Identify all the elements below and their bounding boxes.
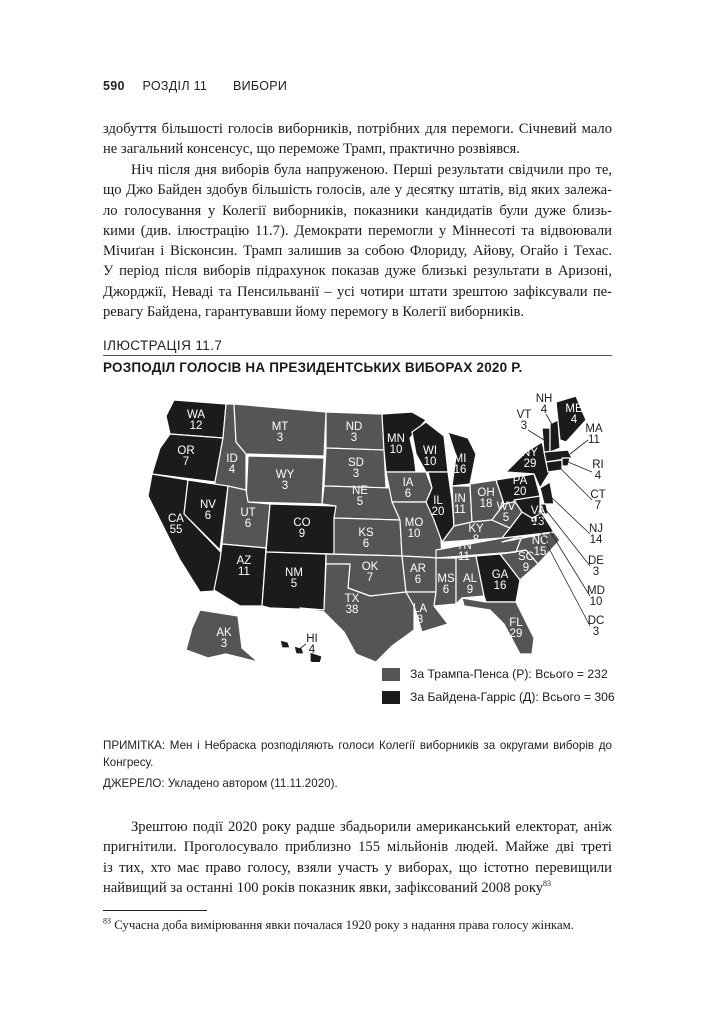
paragraph-line-text: найвищий за останні 100 років показник явки, зафіксований 2008 року <box>103 879 543 896</box>
paragraph-line: що Джо Байден здобув більшість голосів, але у десятку штатів, від яких залежа- <box>103 182 612 199</box>
state-label-wa: WA 12 <box>186 409 206 432</box>
state-label-nc: NC 15 <box>531 535 549 558</box>
state-label-ne: NE 5 <box>352 485 368 508</box>
state-label-fl: FL 29 <box>509 617 523 640</box>
legend-trump <box>382 667 608 681</box>
paragraph-line: Ніч після дня виборів була напруженою. Перші результати свідчили про те, <box>131 162 612 178</box>
state-label-wv: WV 5 <box>496 501 516 524</box>
paragraph-line: не загальний консенсус, що переможе Трамп, практично розвіявся. <box>103 141 520 158</box>
state-fl <box>462 598 534 654</box>
legend-swatch-biden <box>382 691 400 704</box>
state-label-ut: UT 6 <box>240 507 256 530</box>
state-label-ar: AR 6 <box>410 563 426 586</box>
legend-text-biden: За Байдена-Гарріс (Д): Всього = 306 <box>410 690 615 704</box>
running-header <box>103 79 287 93</box>
state-label-ia: IA 6 <box>402 477 414 500</box>
paragraph-3 <box>103 817 612 898</box>
paragraph-line: пригнітили. Проголосувало приблизно 155 мільйонів людей. Майже дві треті <box>103 839 612 856</box>
state-label-ak: AK 3 <box>216 627 232 650</box>
state-label-md: MD 10 <box>587 585 605 608</box>
paragraph-line: ло голосування у Колегії виборників, показники кандидатів були дуже близь- <box>103 202 612 219</box>
footnote-ref: 83 <box>543 879 551 889</box>
footnote-number: 83 <box>103 916 111 926</box>
state-label-sd: SD 3 <box>348 457 364 480</box>
state-label-or: OR 7 <box>177 445 195 468</box>
state-label-nv: NV 6 <box>200 499 216 522</box>
state-label-ks: KS 6 <box>358 527 374 550</box>
footnote <box>103 918 574 933</box>
section-label: ВИБОРИ <box>232 79 288 93</box>
leader-line-vt <box>528 430 544 440</box>
paragraph-line: Мічиґан і Вісконсин. Трамп залишив за собою Флориду, Айову, Огайо і Техас. <box>103 243 612 260</box>
state-label-nh: NH 4 <box>535 393 553 416</box>
footnote-text: Сучасна доба вимірювання явки почалася 1920 року з надання права голосу жінкам. <box>114 918 574 932</box>
state-ct <box>546 460 562 472</box>
state-label-dc: DC 3 <box>587 615 605 638</box>
state-label-oh: OH 18 <box>477 487 495 510</box>
state-label-tn: TN 11 <box>456 540 472 563</box>
state-label-pa: PA 20 <box>512 475 528 498</box>
leader-line-nj <box>550 496 590 534</box>
figure-divider <box>103 355 612 356</box>
state-label-de: DE 3 <box>588 555 604 578</box>
state-label-il: IL 20 <box>431 495 445 518</box>
page-number: 590 <box>103 79 125 93</box>
state-label-mn: MN 10 <box>387 433 405 456</box>
state-label-az: AZ 11 <box>236 555 252 578</box>
state-label-al: AL 9 <box>462 573 478 596</box>
leader-line-ri <box>568 462 592 472</box>
state-label-ny: NY 29 <box>522 447 538 470</box>
state-label-wi: WI 10 <box>422 445 438 468</box>
legend-biden <box>382 690 615 704</box>
legend-text-trump: За Трампа-Пенса (Р): Всього = 232 <box>410 667 608 681</box>
state-label-ca: CA 55 <box>168 513 184 536</box>
legend-swatch-trump <box>382 668 400 681</box>
state-label-ok: OK 7 <box>361 561 379 584</box>
us-electoral-map <box>130 392 620 662</box>
state-label-ct: CT 7 <box>590 489 606 512</box>
state-label-ms: MS 6 <box>437 573 455 596</box>
state-label-vt: VT 3 <box>516 409 532 432</box>
state-label-id: ID 4 <box>226 453 238 476</box>
paragraph-line: Зрештою події 2020 року радше збадьорили американський електорат, аніж <box>131 819 612 835</box>
paragraph-2 <box>103 160 612 322</box>
state-vt <box>542 428 550 452</box>
state-label-me: ME 4 <box>565 403 583 426</box>
state-label-co: CO 9 <box>293 517 311 540</box>
state-label-nd: ND 3 <box>345 421 363 444</box>
paragraph-line: Джорджії, Неваді та Пенсильванії – усі чотири штати зрештою зафіксували пе- <box>103 283 612 300</box>
footnote-divider <box>103 910 207 911</box>
figure-label: ІЛЮСТРАЦІЯ 11.7 <box>103 338 223 353</box>
state-label-nj: NJ 14 <box>588 523 604 546</box>
leader-line-ct <box>560 468 592 500</box>
paragraph-line <box>103 878 612 898</box>
figure-title: РОЗПОДІЛ ГОЛОСІВ НА ПРЕЗИДЕНТСЬКИХ ВИБОРАХ 2020 Р. <box>103 360 523 375</box>
figure-source: ДЖЕРЕЛО: Укладено автором (11.11.2020). <box>103 777 338 790</box>
state-label-hi: HI 4 <box>306 633 318 656</box>
paragraph-line: У період після виборів підрахунок показав дуже близькі результати в Аризоні, <box>103 263 612 280</box>
state-label-ky: KY 8 <box>468 523 484 546</box>
state-label-tx: TX 38 <box>344 593 360 616</box>
state-label-mo: MO 10 <box>404 517 424 540</box>
state-label-wy: WY 3 <box>275 469 295 492</box>
state-label-ma: MA 11 <box>585 423 603 446</box>
state-label-in: IN 11 <box>454 493 466 516</box>
paragraph-line: ревагу Байдена, гарантувавши йому перемогу в Колегії виборників. <box>103 304 525 321</box>
state-label-mi: MI 16 <box>453 453 467 476</box>
state-label-nm: NM 5 <box>285 567 303 590</box>
paragraph-line: із тих, хто має право голосу, взяли участь у виборах, що істотно перевищили <box>103 859 612 876</box>
note-line: Конгресу. <box>103 755 154 769</box>
leader-line-ma <box>570 440 588 454</box>
leader-line-dc <box>531 520 590 626</box>
paragraph-1 <box>103 119 612 160</box>
paragraph-line: кими (див. ілюстрацію 11.7). Демократи перемогли у Міннесоті та відвоювали <box>103 222 612 239</box>
state-label-sc: SC 9 <box>518 551 534 574</box>
chapter-label: РОЗДІЛ 11 <box>142 79 208 93</box>
state-label-la: LA 8 <box>412 603 428 626</box>
state-label-va: VA 13 <box>530 505 546 528</box>
figure-note <box>103 738 612 771</box>
note-line: ПРИМІТКА: Мен і Небраска розподіляють голоси Колегії виборників за округами виборів до <box>103 739 612 752</box>
state-label-ga: GA 16 <box>491 569 509 592</box>
state-label-mt: MT 3 <box>271 421 289 444</box>
state-label-ri: RI 4 <box>592 459 604 482</box>
paragraph-line: здобуття більшості голосів виборників, потрібних для перемоги. Січневий мало <box>103 121 612 137</box>
